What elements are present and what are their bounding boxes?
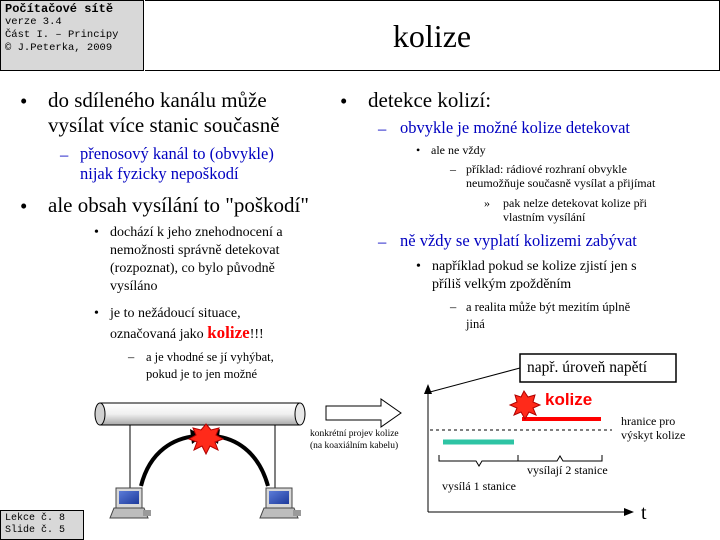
left-sub-2-line-1: dochází k jeho znehodnocení a: [110, 225, 283, 240]
right-sub-1c-line-2: vlastním vysílání: [503, 210, 586, 224]
left-sub-1-line-2: nijak fyzicky nepoškodí: [80, 164, 239, 183]
left-sub-4-line-2: pokud je to jen možné: [146, 367, 258, 381]
left-sub-1-line-1: přenosový kanál to (obvykle): [80, 144, 274, 163]
dash: –: [378, 232, 387, 251]
cable-label-line-2: (na koaxiálním kabelu): [310, 441, 399, 451]
slide-number: Slide č. 5: [5, 525, 66, 536]
collision-label: kolize: [545, 390, 593, 409]
dash: –: [450, 300, 457, 314]
left-bullet-1-line-1: do sdíleného kanálu může: [48, 88, 267, 112]
left-sub-4-line-1: a je vhodné se jí vyhýbat,: [146, 350, 274, 364]
dash: –: [378, 119, 387, 138]
brace-one-station: [439, 455, 518, 466]
cable-label-line-1: konkrétní projev kolize: [310, 429, 399, 439]
lecture-number: Lekce č. 8: [5, 513, 66, 524]
right-sub-2b-line-2: jiná: [466, 317, 485, 331]
left-bullet-1-line-2: vysílat více stanic současně: [48, 113, 280, 137]
signal-arc-right: [214, 436, 268, 486]
right-sub-1a: ale ne vždy: [431, 143, 486, 157]
explosion-icon: [510, 391, 540, 419]
dash: –: [60, 145, 69, 164]
x-axis-arrow: [624, 508, 634, 516]
slide-title: kolize: [145, 0, 720, 71]
right-sub-2a-line-2: příliš velkým zpožděním: [432, 277, 572, 292]
arrow-right-icon: [326, 399, 401, 427]
left-sub-3-prefix: označovaná jako: [110, 327, 208, 342]
right-sub-2a-line-1: například pokud se kolize zjistí jen s: [432, 259, 637, 274]
left-sub-2-line-3: (rozpoznat), co bylo původně: [110, 261, 275, 276]
course-part: Část I. – Principy: [5, 29, 119, 41]
right-sub-1: obvykle je možné kolize detekovat: [400, 118, 631, 137]
course-name: Počítačové sítě: [5, 2, 114, 16]
bullet-dot: •: [20, 194, 28, 218]
y-axis-arrow: [424, 384, 432, 394]
brace-two-stations: [518, 455, 602, 461]
left-sub-2-line-2: nemožnosti správně detekovat: [110, 243, 280, 258]
course-version: verze 3.4: [5, 16, 62, 28]
right-sub-2b-line-1: a realita může být mezitím úplně: [466, 300, 631, 314]
left-sub-3-suffix: !!!: [249, 327, 264, 342]
bullet-dot: •: [20, 89, 28, 113]
threshold-label-line-2: výskyt kolize: [621, 428, 686, 442]
dash: –: [450, 162, 456, 176]
dash: –: [128, 350, 135, 364]
right-sub-1b-line-1: příklad: rádiové rozhraní obvykle: [466, 162, 627, 176]
left-bullet-2: ale obsah vysílání to "poškodí": [48, 193, 309, 217]
bullet-dot: •: [94, 225, 99, 240]
right-sub-1c-line-1: pak nelze detekovat kolize při: [503, 196, 647, 210]
collision-highlight: kolize: [207, 323, 250, 342]
bullet-dot: •: [416, 259, 421, 274]
bullet-dot: •: [340, 89, 348, 113]
right-sub-1b-line-2: neumožňuje současně vysílat a přijímat: [466, 176, 656, 190]
time-axis-label: t: [641, 502, 647, 524]
signal-arc-left: [141, 436, 196, 486]
two-stations-label: vysílají 2 stanice: [527, 463, 608, 477]
slide-number-box: [0, 510, 84, 540]
computer-icon: [260, 488, 301, 518]
leader-line: [430, 368, 520, 392]
right-sub-2: ně vždy se vyplatí kolizemi zabývat: [400, 231, 637, 250]
right-bullet-1: detekce kolizí:: [368, 88, 492, 112]
course-author: © J.Peterka, 2009: [5, 42, 113, 54]
computer-icon: [110, 488, 151, 518]
coax-cable: [95, 403, 305, 425]
chevron: »: [484, 196, 490, 210]
one-station-label: vysílá 1 stanice: [442, 479, 516, 493]
bullet-dot: •: [94, 306, 99, 321]
bullet-dot: •: [416, 143, 421, 157]
explosion-icon: [189, 424, 223, 454]
voltage-label: např. úroveň napětí: [527, 359, 648, 376]
left-sub-2-line-4: vysíláno: [110, 279, 158, 294]
left-sub-3-line-1: je to nežádoucí situace,: [110, 306, 241, 321]
threshold-label-line-1: hranice pro: [621, 414, 676, 428]
